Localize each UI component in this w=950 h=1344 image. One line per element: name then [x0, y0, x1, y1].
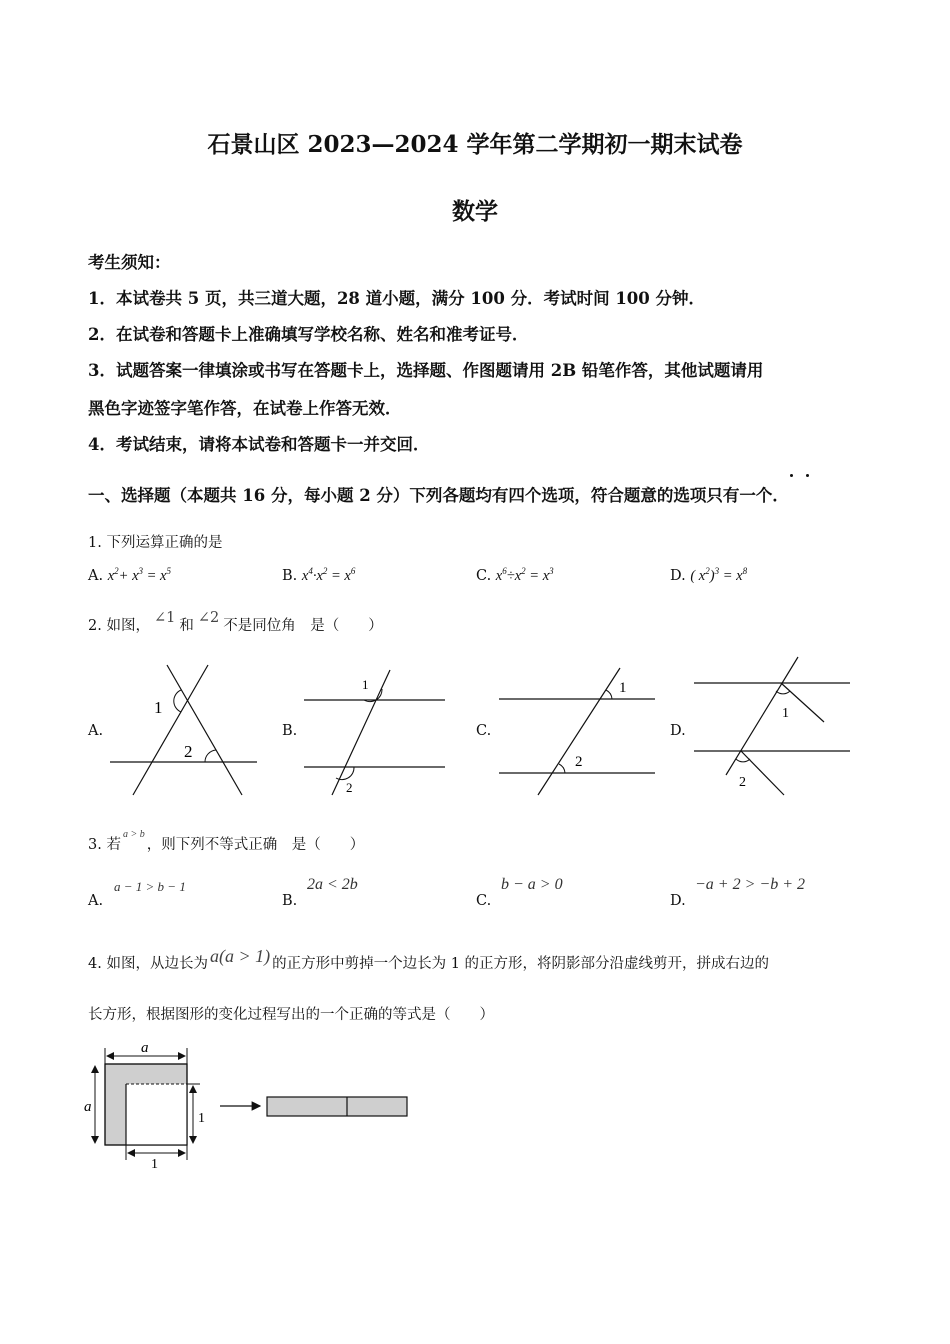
math-op: +: [118, 567, 133, 584]
question-4-stem-line2: 长方形，根据图形的变化过程写出的一个正确的等式是（ ）: [88, 1007, 494, 1023]
notice-item-2: 2．在试卷和答题卡上准确填写学校名称、姓名和准考证号．: [88, 325, 529, 344]
fig-label-1: 1: [154, 698, 163, 717]
emphasis-dot: [806, 474, 809, 477]
q4-stem-prefix: 4. 如图，从边长为: [88, 956, 208, 972]
math-base: x: [316, 567, 323, 584]
exam-title: 石景山区 2023—2024 学年第二学期初一期末试卷: [207, 131, 743, 158]
math-paren: ): [709, 567, 715, 584]
q2-option-c-label: C.: [476, 723, 492, 739]
math-exponent: 4: [308, 566, 313, 576]
math-op: ÷: [506, 567, 515, 584]
fig-label-1: 1: [362, 677, 369, 692]
q2-figure-d: [690, 655, 855, 800]
math-base: x: [107, 567, 115, 584]
math-exponent: 2: [705, 566, 710, 576]
math-base: x: [132, 567, 139, 584]
q2-option-a-label: A.: [88, 723, 104, 739]
math-op: ·: [312, 567, 317, 584]
q3-option-b-label: B.: [282, 893, 298, 909]
q3-option-d-label: D.: [670, 893, 686, 909]
math-base: x: [344, 567, 351, 584]
q2-stem-suffix: 不是同位角 是（ ）: [223, 618, 383, 634]
fig-label-2: 2: [184, 742, 193, 761]
fig-label-1: 1: [619, 680, 627, 696]
math-exponent: 6: [502, 566, 507, 576]
notice-item-4: 4．考试结束，请将本试卷和答题卡一并交回．: [88, 435, 430, 454]
q1-option-d: [670, 566, 747, 585]
math-exponent: 3: [138, 566, 143, 576]
q2-option-b-label: B.: [282, 723, 298, 739]
q3-stem-prefix: 3. 若: [88, 837, 121, 853]
dim-label-a-left: a: [84, 1099, 92, 1115]
q2-figure-a: [105, 660, 265, 800]
notice-heading: 考生须知：: [88, 253, 171, 272]
math-exponent: 3: [714, 566, 720, 576]
exam-subject: 数学: [452, 198, 498, 225]
notice-item-1: 1．本试卷共 5 页，共三道大题，28 道小题，满分 100 分．考试时间 100 分钟．: [88, 289, 706, 308]
q2-figure-b: [300, 665, 450, 800]
q3-option-c-label: C.: [476, 893, 492, 909]
question-3-stem: [88, 829, 365, 854]
math-base: x: [698, 567, 706, 584]
q4-figure: [80, 1040, 420, 1175]
dim-label-1-right: 1: [198, 1111, 205, 1126]
math-base: x: [495, 567, 503, 584]
math-base: x: [736, 567, 743, 584]
q1-option-a: [88, 566, 171, 585]
math-exponent: 2: [114, 566, 119, 576]
q2-stem-prefix: 2. 如图，: [88, 618, 150, 634]
q4-condition: a(a > 1): [209, 946, 271, 966]
math-base: x: [160, 567, 167, 584]
option-label: A.: [88, 567, 104, 584]
math-exponent: 5: [166, 566, 171, 576]
angle-2-symbol: ∠2: [197, 610, 220, 626]
math-exponent: 6: [350, 566, 356, 576]
option-label: C.: [476, 567, 492, 584]
emphasis-dot: [790, 474, 793, 477]
q3-option-b: 2a < 2b: [307, 876, 358, 893]
notice-item-3: 3．试题答案一律填涂或书写在答题卡上，选择题、作图题请用 2B 铅笔作答，其他试题请用: [88, 361, 764, 380]
math-paren: (: [690, 567, 699, 584]
q2-option-d-label: D.: [670, 723, 686, 739]
math-exponent: 2: [521, 566, 526, 576]
math-eq: =: [719, 567, 737, 584]
q3-option-c: b − a > 0: [501, 876, 563, 893]
math-eq: =: [143, 567, 161, 584]
dim-label-1-bottom: 1: [151, 1157, 158, 1172]
q2-figure-c: [495, 663, 660, 798]
option-label: B.: [282, 567, 298, 584]
q1-option-b: [282, 566, 355, 585]
q3-option-a-label: A.: [88, 893, 104, 909]
fig-label-2: 2: [346, 780, 353, 795]
question-2-stem: [88, 610, 383, 635]
question-1-stem: 1. 下列运算正确的是: [88, 535, 223, 551]
notice-item-3-cont: 黑色字迹签字笔作答，在试卷上作答无效．: [88, 399, 402, 418]
fig-label-2: 2: [739, 775, 746, 790]
q3-option-a: a − 1 > b − 1: [114, 879, 186, 894]
math-exponent: 2: [322, 566, 328, 576]
q4-stem-suffix: 的正方形中剪掉一个边长为 1 的正方形，将阴影部分沿虚线剪开，拼成右边的: [272, 956, 770, 972]
math-eq: =: [525, 567, 543, 584]
angle-1-symbol: ∠1: [153, 610, 176, 626]
q3-stem-suffix: ，则下列不等式正确 是（ ）: [146, 837, 365, 853]
math-base: x: [542, 567, 550, 584]
math-base: x: [514, 567, 522, 584]
math-exponent: 3: [549, 566, 554, 576]
math-base: x: [301, 567, 309, 584]
math-eq: =: [327, 567, 345, 584]
question-4-stem: [88, 946, 770, 973]
fig-label-2: 2: [575, 754, 583, 770]
q2-stem-mid: 和: [179, 618, 194, 634]
fig-label-1: 1: [782, 706, 789, 721]
dim-label-a-top: a: [141, 1040, 149, 1056]
q1-option-c: [476, 566, 554, 585]
section-1-heading: 一、选择题（本题共 16 分，每小题 2 分）下列各题均有四个选项，符合题意的选项只有一个．: [88, 486, 789, 505]
option-label: D.: [670, 567, 686, 584]
math-exponent: 8: [742, 566, 748, 576]
q3-condition: a > b: [122, 829, 145, 840]
q3-option-d: −a + 2 > −b + 2: [695, 876, 805, 893]
